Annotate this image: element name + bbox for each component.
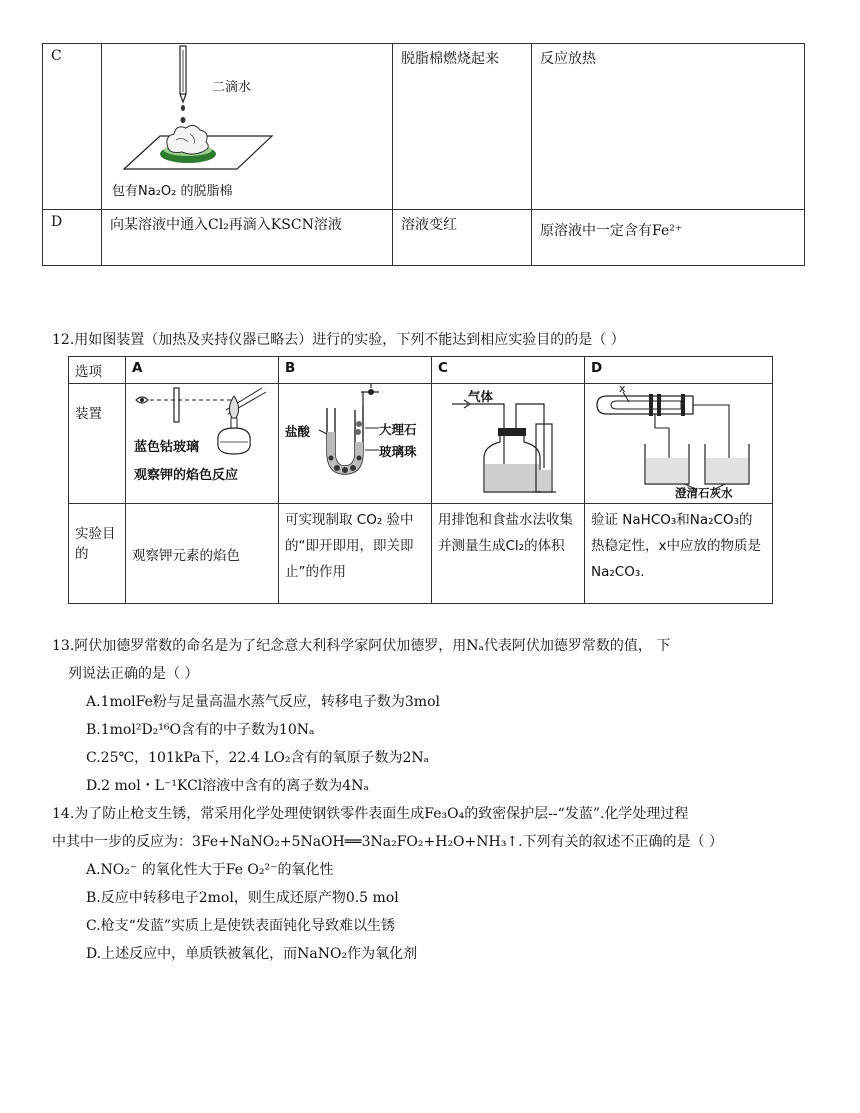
question-13-option-b: B.1mol²D₂¹⁶O含有的中子数为10Nₐ bbox=[86, 722, 315, 738]
question-13-stem-line2: 列说法正确的是（ ） bbox=[68, 666, 199, 682]
header-cell bbox=[69, 357, 126, 384]
purpose-c-cell bbox=[432, 504, 585, 604]
purpose-c-text: 用排饱和食盐水法收集并测量生成Cl₂的体积 bbox=[438, 512, 573, 554]
operation-text: 向某溶液中通入Cl₂再滴入KSCN溶液 bbox=[110, 217, 342, 233]
gas-collection-figure bbox=[432, 384, 582, 502]
label-gas: 气体 bbox=[468, 389, 494, 404]
device-c-cell bbox=[432, 384, 585, 504]
conclusion-text: 反应放热 bbox=[540, 51, 596, 67]
row-label-cell bbox=[69, 384, 126, 504]
phenomenon-text: 脱脂棉燃烧起来 bbox=[401, 51, 499, 67]
question-13-option-d: D.2 mol・L⁻¹KCl溶液中含有的离子数为4Nₐ bbox=[86, 778, 369, 794]
header-c: C bbox=[438, 360, 448, 376]
phenomenon-cell bbox=[393, 44, 532, 210]
row-label-purpose: 实验目的 bbox=[75, 526, 116, 562]
conclusion-cell bbox=[532, 44, 805, 210]
question-13-option-a: A.1molFe粉与足量高温水蒸气反应，转移电子数为3mol bbox=[86, 694, 440, 710]
header-cell bbox=[585, 357, 773, 384]
device-b-cell bbox=[279, 384, 432, 504]
header-b: B bbox=[285, 360, 296, 376]
purpose-d-text: 验证 NaHCO₃和Na₂CO₃的热稳定性，x中应放的物质是Na₂CO₃. bbox=[591, 512, 761, 580]
label-glass-beads: 玻璃珠 bbox=[379, 444, 417, 459]
question-14-option-d: D.上述反应中，单质铁被氧化，而NaNO₂作为氧化剂 bbox=[86, 946, 418, 962]
label-flame-test: 观察钾的焰色反应 bbox=[134, 468, 239, 483]
operation-cell bbox=[102, 210, 393, 266]
purpose-a-text: 观察钾元素的焰色 bbox=[132, 547, 240, 564]
device-d-cell bbox=[585, 384, 773, 504]
purpose-d-cell bbox=[585, 504, 773, 604]
purpose-a-cell bbox=[126, 504, 279, 604]
row-label-cell bbox=[69, 504, 126, 604]
header-cell bbox=[432, 357, 585, 384]
conclusion-cell bbox=[532, 210, 805, 266]
water-drop-label: 二滴水 bbox=[212, 80, 252, 95]
question-14-option-a: A.NO₂⁻ 的氧化性大于Fe O₂²⁻的氧化性 bbox=[86, 862, 334, 878]
conclusion-text: 原溶液中一定含有Fe²⁺ bbox=[540, 223, 683, 239]
figure-caption: 包有Na₂O₂ 的脱脂棉 bbox=[112, 184, 233, 199]
header-d: D bbox=[591, 360, 603, 376]
header-option: 选项 bbox=[75, 364, 102, 380]
label-cobalt-glass: 蓝色钴玻璃 bbox=[134, 440, 200, 455]
purpose-b-cell bbox=[279, 504, 432, 604]
label-x: x bbox=[619, 382, 626, 395]
purpose-b-text: 可实现制取 CO₂ 验中的“即开即用，即关即止”的作用 bbox=[285, 512, 414, 580]
label-limewater: 澄清石灰水 bbox=[675, 486, 733, 500]
device-a-cell bbox=[126, 384, 279, 504]
option-label: D bbox=[51, 214, 63, 230]
question-13-stem-line1: 13.阿伏加德罗常数的命名是为了纪念意大利科学家阿伏加德罗，用Nₐ代表阿伏加德罗常数的值， 下 bbox=[52, 638, 671, 654]
experiment-table-q12 bbox=[68, 356, 773, 604]
question-12-stem: 12.用如图装置（加热及夹持仪器已略去）进行的实验，下列不能达到相应实验目的的是（ ） bbox=[52, 332, 625, 348]
label-hydrochloric-acid: 盐酸 bbox=[285, 424, 311, 439]
option-cell bbox=[43, 210, 102, 266]
option-cell bbox=[43, 44, 102, 210]
experiment-table-top bbox=[42, 43, 805, 266]
figure-cell bbox=[102, 44, 393, 210]
header-cell bbox=[126, 357, 279, 384]
phenomenon-text: 溶液变红 bbox=[401, 217, 457, 233]
row-label-device: 装置 bbox=[75, 406, 102, 422]
header-cell bbox=[279, 357, 432, 384]
option-label: C bbox=[51, 48, 62, 64]
question-14-stem-line2: 中其中一步的反应为：3Fe+NaNO₂+5NaOH══3Na₂FO₂+H₂O+NH₃↑.下列有关的叙述不正确的是（ ） bbox=[52, 834, 723, 850]
question-14-option-c: C.枪支“发蓝”实质上是使铁表面钝化导致难以生锈 bbox=[86, 918, 395, 934]
question-13-option-c: C.25℃，101kPa下，22.4 LO₂含有的氧原子数为2Nₐ bbox=[86, 750, 430, 766]
question-14-option-b: B.反应中转移电子2mol，则生成还原产物0.5 mol bbox=[86, 890, 399, 906]
question-14-stem-line1: 14.为了防止枪支生锈，常采用化学处理使钢铁零件表面生成Fe₃O₄的致密保护层--“发蓝”.化学处理过程 bbox=[52, 806, 689, 822]
header-a: A bbox=[132, 360, 143, 376]
label-marble: 大理石 bbox=[379, 422, 417, 437]
phenomenon-cell bbox=[393, 210, 532, 266]
